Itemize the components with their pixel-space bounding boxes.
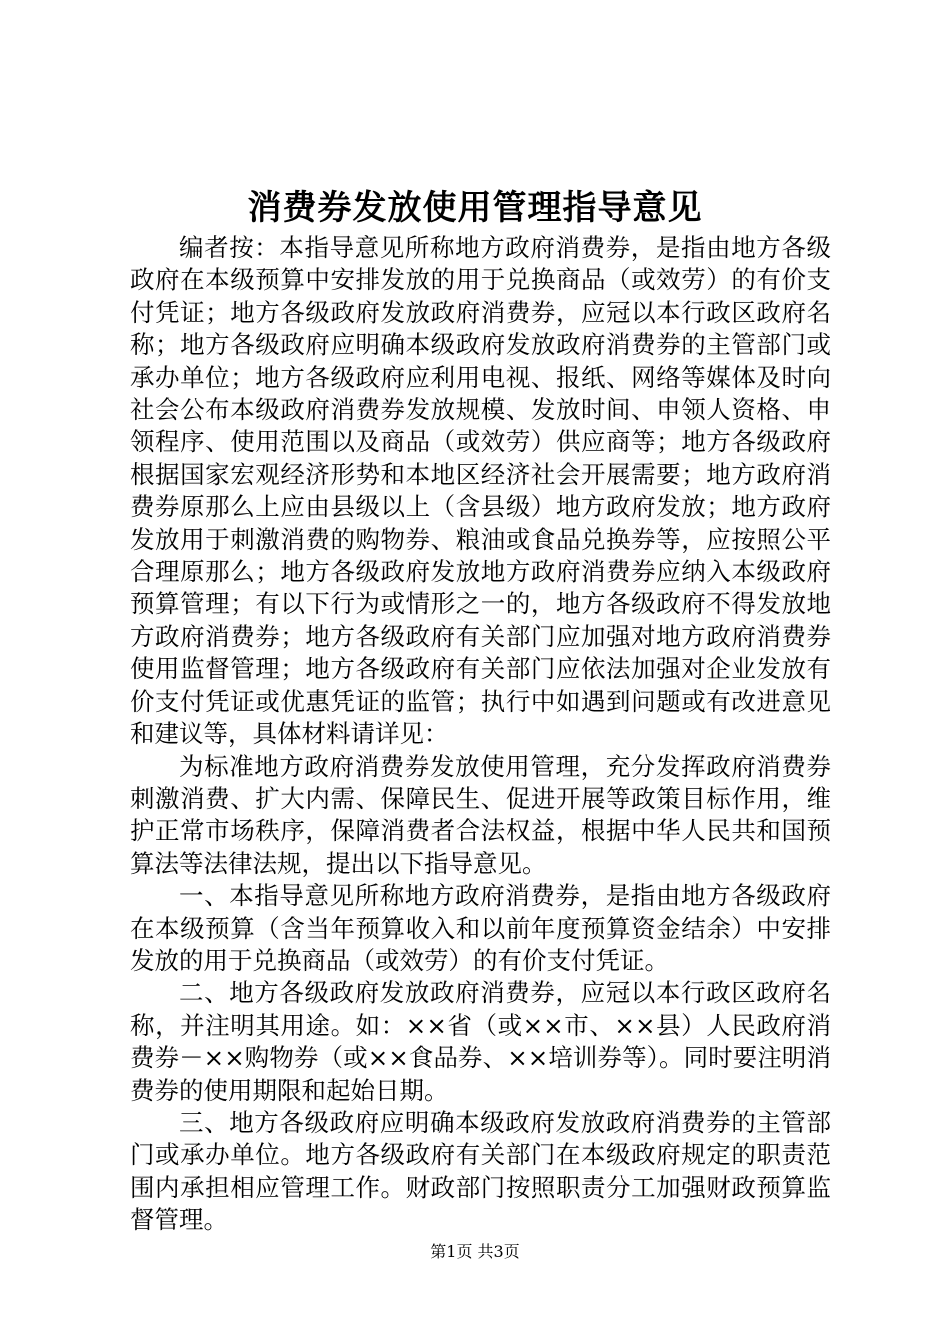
paragraph-item-2: 二、地方各级政府发放政府消费券，应冠以本行政区政府名称，并注明其用途。如：××省（或××市、××县）人民政府消费券－××购物券（或××食品券、××培训券等）。同时要注明消费券的使用期限和起始日期。 <box>130 978 831 1105</box>
paragraph-item-3: 三、地方各级政府应明确本级政府发放政府消费券的主管部门或承办单位。地方各级政府有关部门在本级政府规定的职责范围内承担相应管理工作。财政部门按照职责分工加强财政预算监督管理。 <box>130 1107 831 1235</box>
paragraph-item-1: 一、本指导意见所称地方政府消费券，是指由地方各级政府在本级预算（含当年预算收入和以前年度预算资金结余）中安排发放的用于兑换商品（或效劳）的有价支付凭证。 <box>130 881 831 975</box>
document-title: 消费券发放使用管理指导意见 <box>247 188 703 228</box>
document-body <box>130 232 831 1237</box>
page-footer: 第1页 共3页 <box>430 1242 520 1261</box>
paragraph-editor-note: 编者按：本指导意见所称地方政府消费券，是指由地方各级政府在本级预算中安排发放的用于兑换商品（或效劳）的有价支付凭证；地方各级政府发放政府消费券，应冠以本行政区政府名称；地方各级政府应明确本级政府发放政府消费券的主管部门或承办单位；地方各级政府应利用电视、报纸、网络等媒体及时向社会公布本级政府消费券发放规模、发放时间、申领人资格、申领程序、使用范围以及商品（或效劳）供应商等；地方各级政府根据国家宏观经济形势和本地区经济社会开展需要；地方政府消费券原那么上应由县级以上（含县级）地方政府发放；地方政府发放用于刺激消费的购物券、粮油或食品兑换券等，应按照公平合理原那么；地方各级政府发放地方政府消费券应纳入本级政府预算管理；有以下行为或情形之一的，地方各级政府不得发放地方政府消费券；地方各级政府有关部门应加强对地方政府消费券使用监督管理；地方各级政府有关部门应依法加强对企业发放有价支付凭证或优惠凭证的监管；执行中如遇到问题或有改进意见和建议等，具体材料请详见： <box>130 233 831 749</box>
paragraph-preamble: 为标准地方政府消费券发放使用管理，充分发挥政府消费券刺激消费、扩大内需、保障民生、促进开展等政策目标作用，维护正常市场秩序，保障消费者合法权益，根据中华人民共和国预算法等法律法规，提出以下指导意见。 <box>130 751 831 878</box>
